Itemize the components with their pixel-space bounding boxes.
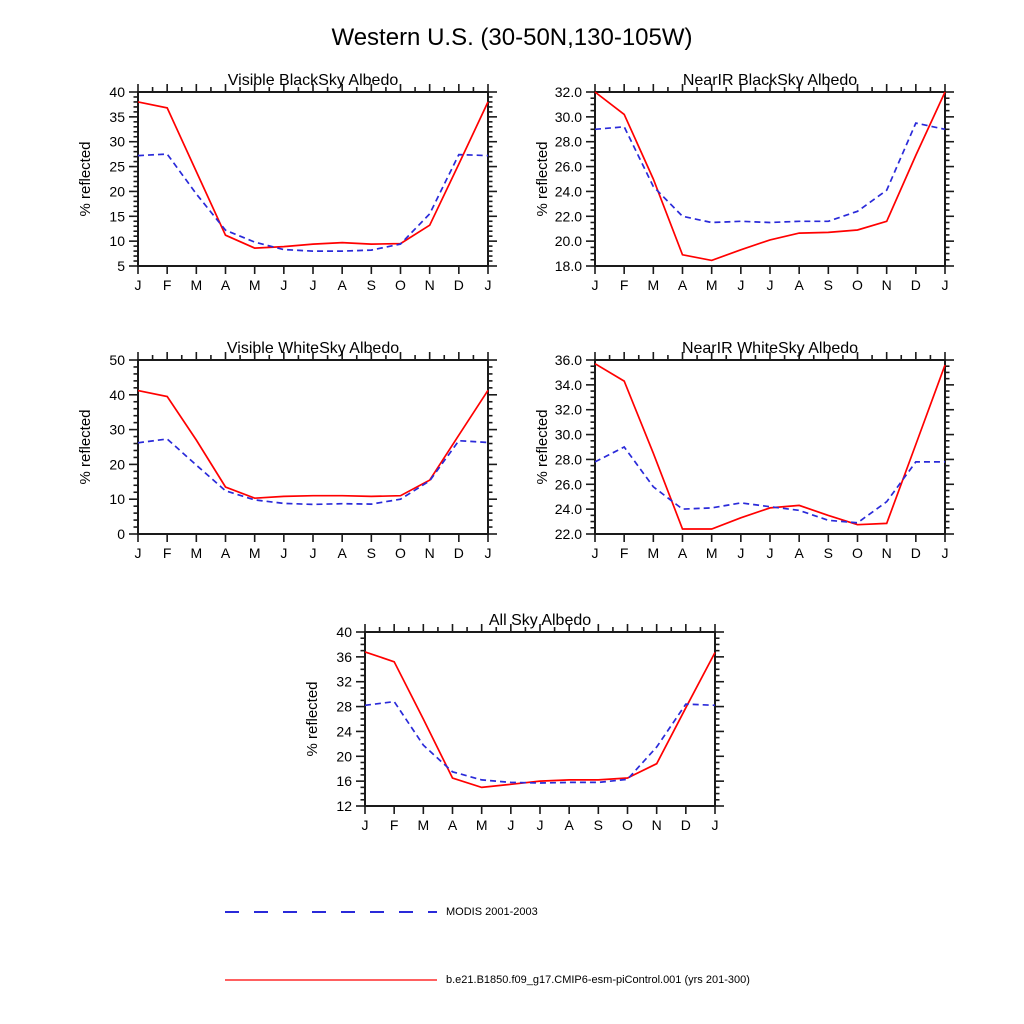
y-tick-label: 30 bbox=[109, 133, 125, 150]
x-tick-label: J bbox=[309, 277, 317, 293]
x-tick-label: J bbox=[536, 817, 544, 833]
x-tick-label: J bbox=[309, 545, 317, 561]
legend-item-model bbox=[225, 974, 750, 986]
page-title: Western U.S. (30-50N,130-105W) bbox=[331, 24, 693, 51]
y-tick-label: 20 bbox=[336, 748, 352, 765]
x-tick-label: J bbox=[737, 277, 745, 293]
x-tick-label: A bbox=[447, 817, 458, 833]
x-tick-label: J bbox=[591, 545, 599, 561]
y-tick-label: 10 bbox=[109, 233, 125, 250]
chart-visible-blacksky-canvas bbox=[78, 64, 498, 304]
x-tick-label: A bbox=[220, 277, 231, 293]
y-tick-label: 32.0 bbox=[554, 84, 582, 100]
chart-title: NearIR WhiteSky Albedo bbox=[681, 340, 859, 357]
y-tick-label: 16 bbox=[336, 773, 352, 790]
x-tick-label: D bbox=[453, 545, 464, 561]
x-tick-label: D bbox=[680, 817, 691, 833]
y-tick-label: 26.0 bbox=[554, 158, 582, 175]
y-tick-label: 24.0 bbox=[554, 501, 582, 518]
x-tick-label: J bbox=[941, 277, 949, 293]
x-tick-label: J bbox=[591, 277, 599, 293]
x-tick-label: A bbox=[337, 545, 347, 561]
y-tick-label: 26.0 bbox=[554, 476, 582, 493]
x-tick-label: S bbox=[823, 545, 834, 561]
y-axis-title: % reflected bbox=[78, 409, 94, 485]
x-tick-label: A bbox=[220, 545, 231, 561]
y-tick-label: 5 bbox=[117, 258, 125, 274]
y-tick-label: 18.0 bbox=[554, 258, 582, 274]
y-tick-label: 24 bbox=[336, 723, 352, 740]
y-tick-label: 36 bbox=[336, 648, 352, 665]
x-tick-label: O bbox=[395, 545, 406, 561]
plot-frame bbox=[138, 92, 488, 266]
series-line bbox=[595, 364, 945, 529]
x-tick-label: O bbox=[395, 277, 406, 293]
chart-all-sky-canvas bbox=[305, 604, 725, 844]
x-tick-label: M bbox=[647, 277, 660, 293]
x-tick-label: M bbox=[647, 545, 660, 561]
x-tick-label: J bbox=[941, 545, 949, 561]
y-axis-title: % reflected bbox=[535, 409, 551, 485]
x-tick-label: D bbox=[453, 277, 464, 293]
y-tick-label: 40 bbox=[336, 624, 352, 640]
x-tick-label: J bbox=[484, 545, 492, 561]
x-tick-label: M bbox=[705, 545, 718, 561]
chart-title: Visible WhiteSky Albedo bbox=[226, 340, 400, 357]
x-tick-label: S bbox=[366, 277, 377, 293]
series-line bbox=[365, 652, 715, 788]
x-tick-label: A bbox=[677, 277, 688, 293]
chart-title: Visible BlackSky Albedo bbox=[227, 72, 399, 89]
x-tick-label: F bbox=[619, 277, 629, 293]
y-tick-label: 22.0 bbox=[554, 208, 582, 225]
y-tick-label: 30.0 bbox=[554, 426, 582, 443]
x-tick-label: A bbox=[564, 817, 574, 833]
x-tick-label: O bbox=[852, 545, 863, 561]
x-tick-label: N bbox=[424, 277, 435, 293]
chart-nearir-whitesky-canvas bbox=[535, 332, 955, 572]
x-tick-label: S bbox=[823, 277, 834, 293]
x-tick-label: F bbox=[162, 545, 172, 561]
y-tick-label: 30.0 bbox=[554, 108, 582, 125]
y-tick-label: 50 bbox=[109, 352, 125, 368]
y-tick-label: 28.0 bbox=[554, 133, 582, 150]
x-tick-label: A bbox=[677, 545, 688, 561]
y-tick-label: 10 bbox=[109, 491, 125, 508]
model-solid-line-sample bbox=[225, 976, 437, 984]
x-tick-label: A bbox=[794, 545, 804, 561]
x-tick-label: M bbox=[248, 545, 261, 561]
x-tick-label: M bbox=[248, 277, 261, 293]
x-tick-label: J bbox=[280, 277, 288, 293]
chart-all-sky-albedo bbox=[305, 604, 725, 844]
chart-nearir-whitesky-albedo bbox=[535, 332, 955, 572]
x-tick-label: J bbox=[766, 545, 774, 561]
x-tick-label: N bbox=[651, 817, 662, 833]
x-tick-label: J bbox=[711, 817, 719, 833]
x-tick-label: J bbox=[134, 277, 142, 293]
x-tick-label: J bbox=[766, 277, 774, 293]
x-tick-label: M bbox=[190, 277, 203, 293]
chart-visible-blacksky-albedo bbox=[78, 64, 498, 304]
y-axis-title: % reflected bbox=[78, 141, 94, 217]
x-tick-label: M bbox=[705, 277, 718, 293]
series-line bbox=[138, 102, 488, 248]
y-tick-label: 36.0 bbox=[554, 352, 582, 368]
x-tick-label: J bbox=[134, 545, 142, 561]
y-tick-label: 24.0 bbox=[554, 183, 582, 200]
series-line bbox=[365, 702, 715, 783]
x-tick-label: N bbox=[881, 277, 892, 293]
y-tick-label: 34.0 bbox=[554, 376, 582, 393]
x-tick-label: J bbox=[737, 545, 745, 561]
series-line bbox=[138, 154, 488, 251]
modis-dashed-line-sample bbox=[225, 908, 437, 916]
y-tick-label: 40 bbox=[109, 386, 125, 403]
x-tick-label: F bbox=[389, 817, 399, 833]
x-tick-label: S bbox=[593, 817, 604, 833]
x-tick-label: N bbox=[881, 545, 892, 561]
y-axis-title: % reflected bbox=[305, 681, 321, 757]
y-tick-label: 20 bbox=[109, 456, 125, 473]
x-tick-label: D bbox=[910, 545, 921, 561]
chart-title: NearIR BlackSky Albedo bbox=[682, 72, 858, 89]
y-tick-label: 15 bbox=[109, 208, 125, 225]
x-tick-label: A bbox=[337, 277, 347, 293]
x-tick-label: J bbox=[507, 817, 515, 833]
y-tick-label: 20 bbox=[109, 183, 125, 200]
y-tick-label: 32 bbox=[336, 673, 352, 690]
x-tick-label: J bbox=[361, 817, 369, 833]
series-line bbox=[138, 390, 488, 498]
chart-nearir-blacksky-albedo bbox=[535, 64, 955, 304]
y-tick-label: 35 bbox=[109, 108, 125, 125]
x-tick-label: J bbox=[280, 545, 288, 561]
x-tick-label: M bbox=[190, 545, 203, 561]
y-tick-label: 30 bbox=[109, 421, 125, 438]
x-tick-label: N bbox=[424, 545, 435, 561]
y-tick-label: 40 bbox=[109, 84, 125, 100]
x-tick-label: S bbox=[366, 545, 377, 561]
chart-visible-whitesky-albedo bbox=[78, 332, 498, 572]
y-tick-label: 0 bbox=[117, 526, 125, 542]
legend-item-modis bbox=[225, 906, 538, 918]
y-tick-label: 28.0 bbox=[554, 451, 582, 468]
x-tick-label: F bbox=[162, 277, 172, 293]
chart-visible-whitesky-canvas bbox=[78, 332, 498, 572]
legend-label-modis: MODIS 2001-2003 bbox=[446, 906, 538, 918]
chart-nearir-blacksky-canvas bbox=[535, 64, 955, 304]
x-tick-label: J bbox=[484, 277, 492, 293]
y-tick-label: 28 bbox=[336, 698, 352, 715]
y-axis-title: % reflected bbox=[535, 141, 551, 217]
x-tick-label: M bbox=[475, 817, 488, 833]
y-tick-label: 25 bbox=[109, 158, 125, 175]
x-tick-label: F bbox=[619, 545, 629, 561]
x-tick-label: O bbox=[852, 277, 863, 293]
plot-frame bbox=[138, 360, 488, 534]
chart-title: All Sky Albedo bbox=[488, 612, 592, 629]
y-tick-label: 22.0 bbox=[554, 526, 582, 542]
x-tick-label: A bbox=[794, 277, 804, 293]
legend-label-model: b.e21.B1850.f09_g17.CMIP6-esm-piControl.001 (yrs 201-300) bbox=[446, 974, 750, 986]
x-tick-label: M bbox=[417, 817, 430, 833]
y-tick-label: 32.0 bbox=[554, 401, 582, 418]
y-tick-label: 20.0 bbox=[554, 233, 582, 250]
plot-frame bbox=[365, 632, 715, 806]
x-tick-label: O bbox=[622, 817, 633, 833]
series-line bbox=[595, 447, 945, 523]
y-tick-label: 12 bbox=[336, 798, 352, 814]
x-tick-label: D bbox=[910, 277, 921, 293]
